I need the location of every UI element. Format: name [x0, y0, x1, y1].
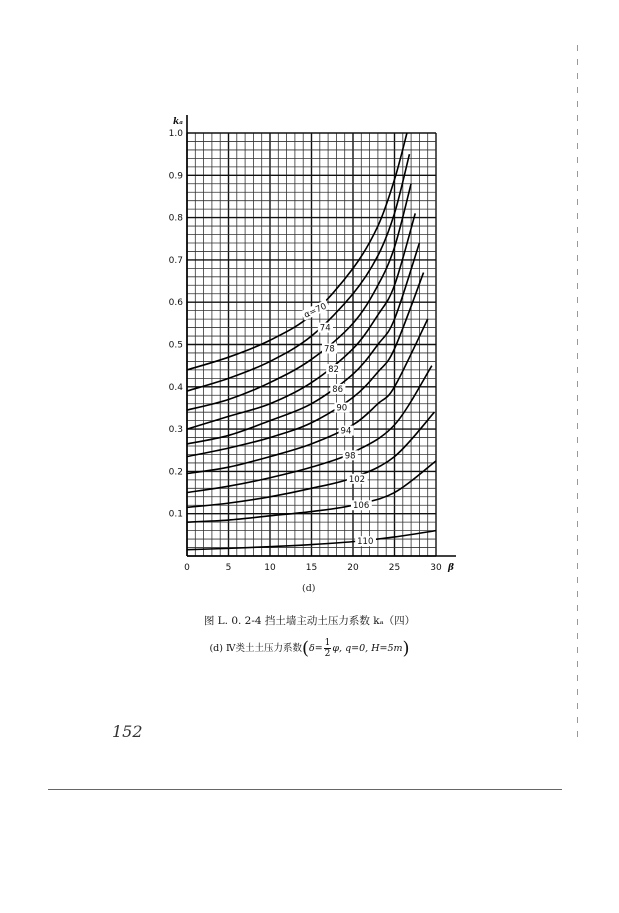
- fraction-numerator: 1: [324, 638, 331, 648]
- page-edge-mark: [577, 45, 578, 745]
- y-axis-title: kₐ: [173, 117, 183, 127]
- subcaption-delta: δ=: [308, 643, 323, 654]
- fraction: [324, 638, 332, 659]
- x-tick-label: 30: [430, 563, 442, 573]
- y-tick-label: 0.1: [168, 509, 183, 520]
- y-tick-label: 1.0: [168, 129, 183, 139]
- series-line-94: [187, 319, 428, 473]
- figure-subcaption: [0, 638, 619, 659]
- series-label-94: 94: [340, 426, 352, 437]
- series-label-86: 86: [332, 384, 344, 395]
- series-line-102: [187, 412, 434, 507]
- x-tick-label: 10: [264, 563, 276, 573]
- fraction-denominator: 2: [324, 649, 331, 659]
- y-tick-label: 0.6: [168, 298, 183, 309]
- x-axis-title: β: [448, 563, 454, 573]
- series-label-98: 98: [344, 451, 356, 462]
- paren-open: (: [301, 638, 309, 659]
- series-label-78: 78: [323, 344, 335, 355]
- series-label-102: 102: [348, 474, 366, 485]
- x-tick-label: 25: [388, 563, 401, 573]
- series-label-82: 82: [328, 365, 339, 376]
- paren-close: ): [402, 638, 410, 659]
- page-bottom-rule: [48, 789, 562, 790]
- chart-axes: [187, 115, 456, 556]
- x-tick-label: 15: [305, 563, 318, 573]
- subcaption-rest: φ, q=0, H=5m: [332, 643, 403, 654]
- x-tick-label: 0: [184, 563, 190, 573]
- figure-caption: 图 L. 0. 2-4 挡土墙主动土压力系数 kₐ（四）: [203, 615, 416, 627]
- y-tick-label: 0.5: [168, 340, 183, 351]
- series-label-90: 90: [336, 403, 348, 414]
- y-tick-label: 0.8: [168, 213, 183, 224]
- page-number: 152: [112, 722, 143, 741]
- y-tick-label: 0.2: [168, 467, 183, 478]
- x-tick-label: 5: [225, 563, 232, 573]
- series-label-70: α=70: [302, 301, 329, 321]
- y-tick-label: 0.9: [168, 171, 183, 182]
- y-tick-label: 0.3: [168, 425, 183, 436]
- x-tick-label: 20: [347, 563, 359, 573]
- series-label-110: 110: [357, 537, 374, 548]
- subcaption-prefix: (d) Ⅳ类土土压力系数: [209, 643, 302, 654]
- y-tick-label: 0.4: [168, 382, 183, 393]
- series-line-82: [187, 213, 415, 429]
- series-label-106: 106: [353, 501, 370, 512]
- series-label-74: 74: [319, 323, 331, 334]
- subplot-label: (d): [302, 583, 316, 594]
- y-tick-label: 0.7: [168, 255, 183, 266]
